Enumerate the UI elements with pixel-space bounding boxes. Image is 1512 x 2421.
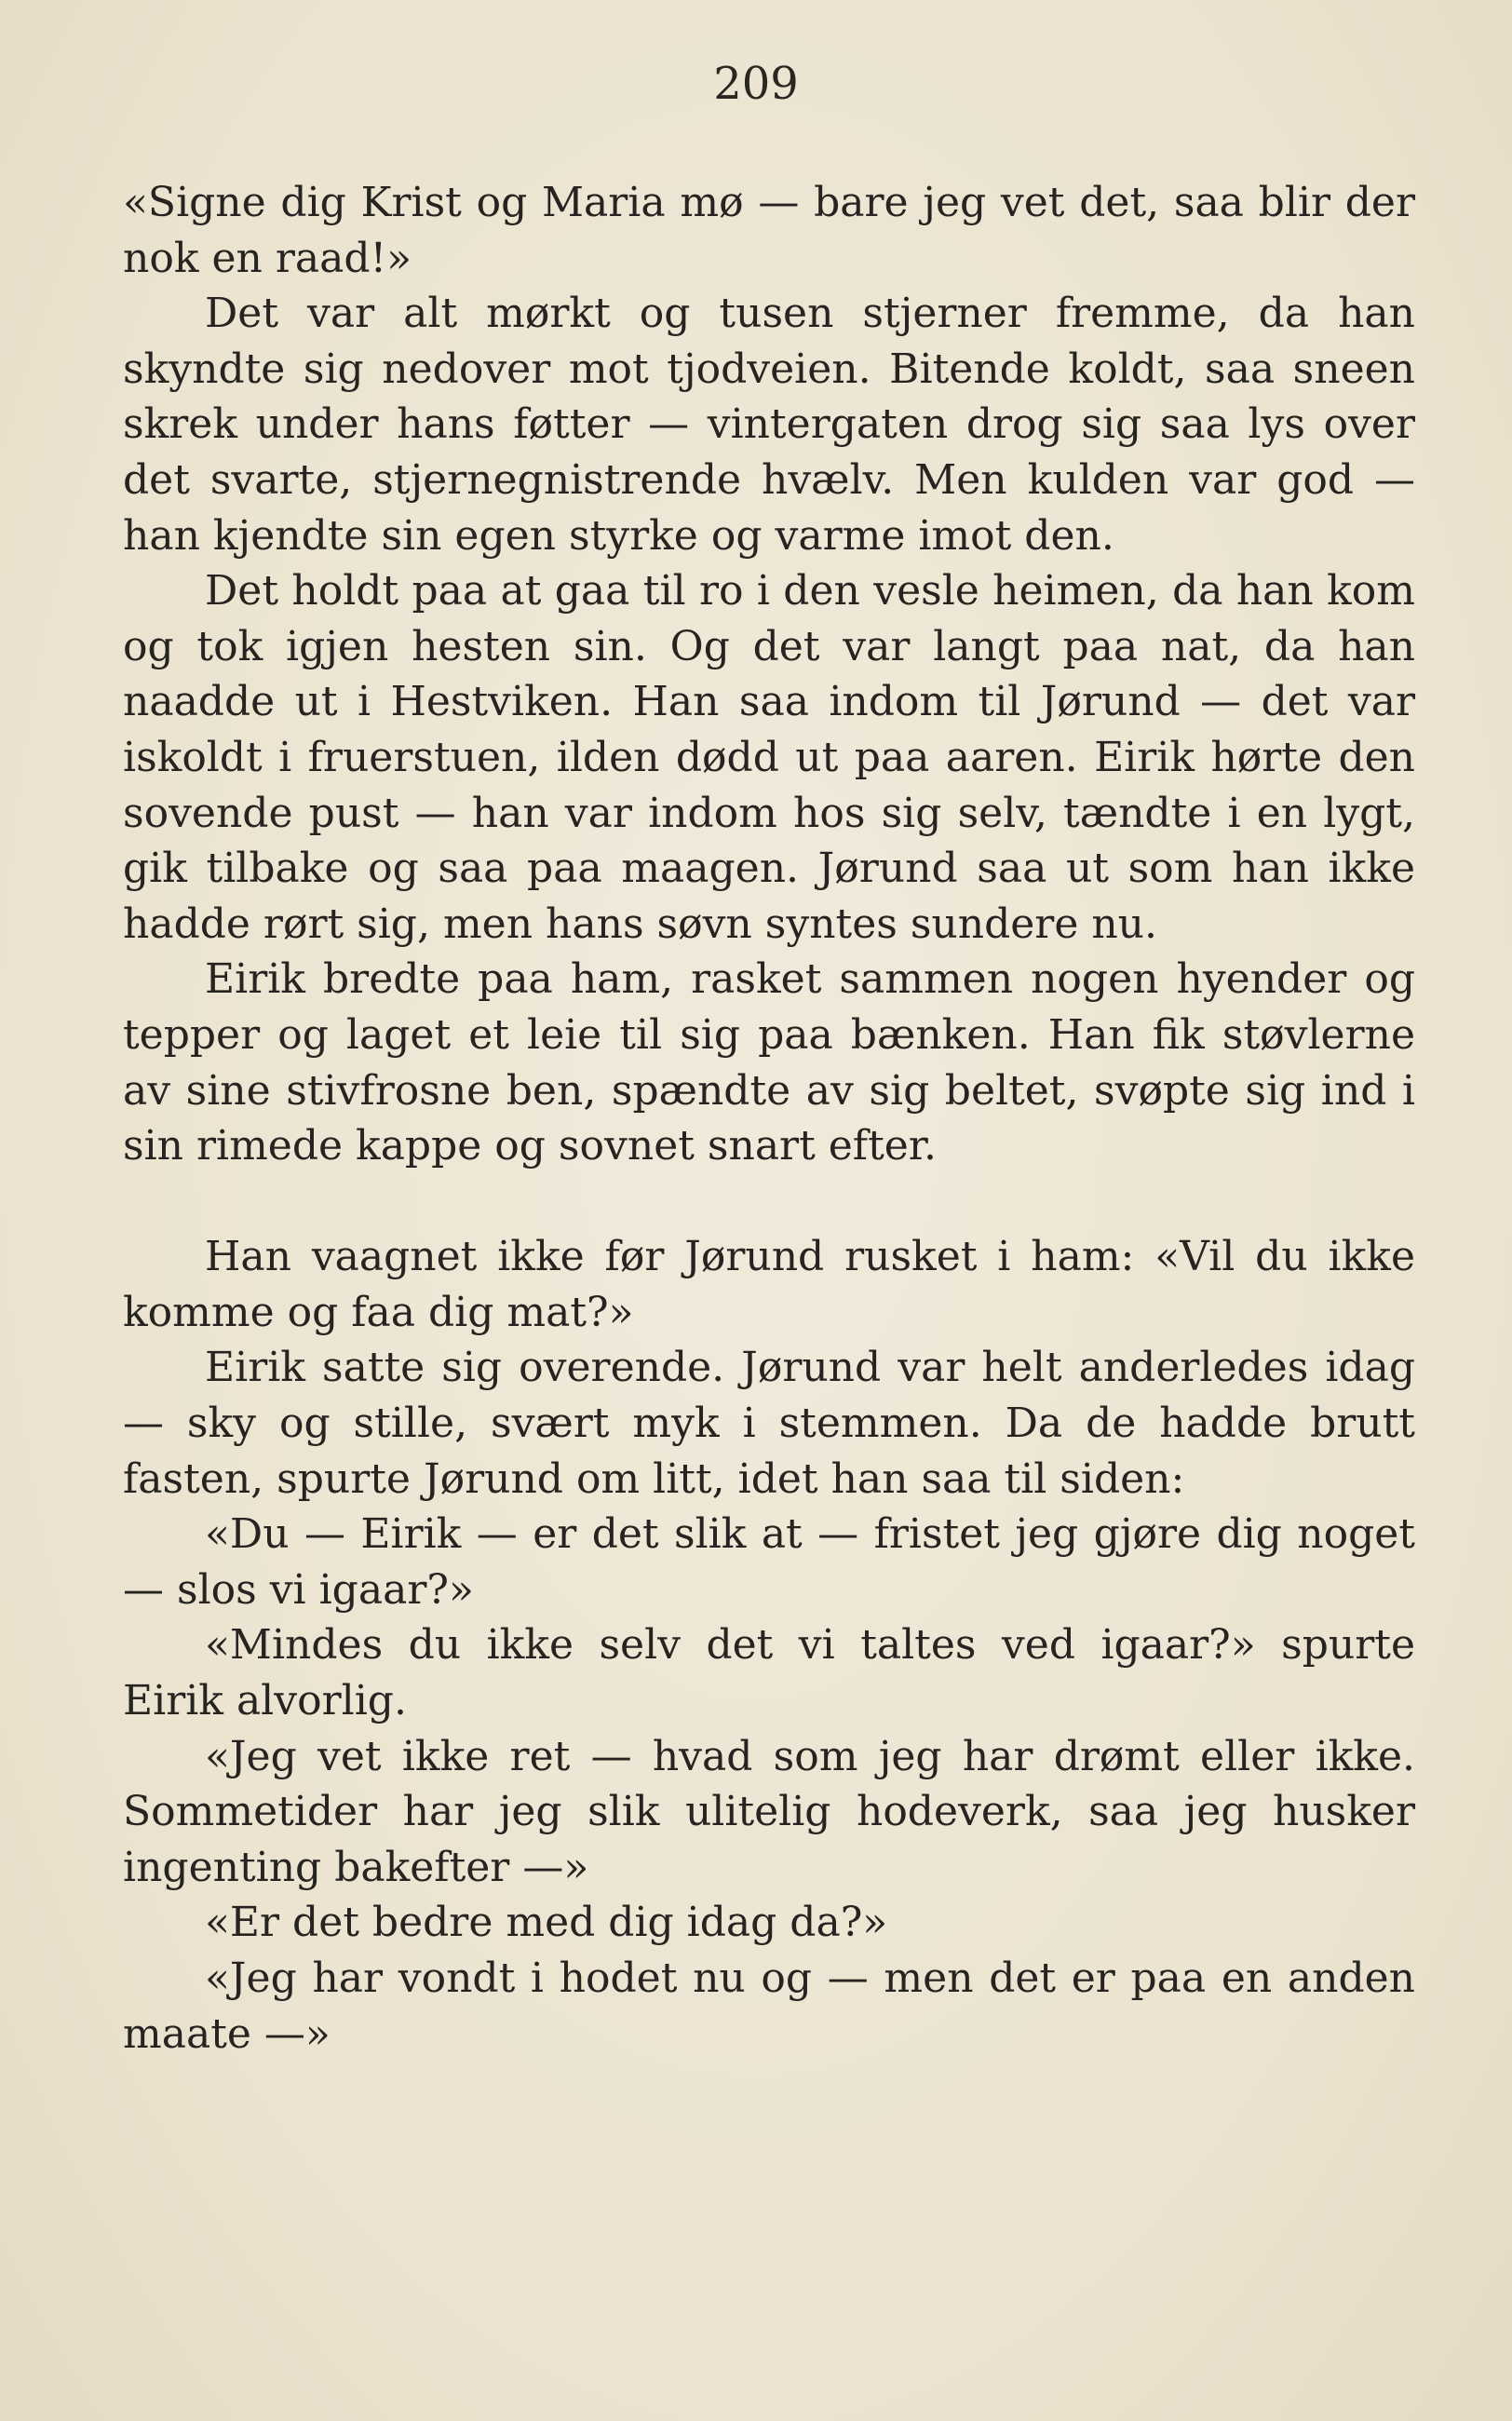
paragraph: «Du — Eirik — er det slik at — fristet jeg gjøre dig noget — slos vi igaar?» xyxy=(123,1510,1415,1614)
paragraph: «Mindes du ikke selv det vi taltes ved igaar?» spurte Eirik alvorlig. xyxy=(123,1621,1415,1725)
paragraph: Eirik satte sig overende. Jørund var helt anderledes idag — sky og stille, svært myk i stemmen. Da de hadde brutt fasten, spurte Jørund om litt, idet han saa til siden: xyxy=(123,1344,1415,1503)
page-number: 209 xyxy=(713,58,799,110)
paragraph: «Jeg har vondt i hodet nu og — men det er paa en anden maate —» xyxy=(123,1954,1415,2058)
paragraph: Eirik bredte paa ham, rasket sammen nogen hyender og tepper og laget et leie til sig paa bænken. Han fik støvlerne av sine stivfrosne ben, spændte av sig beltet, svøpte sig ind i sin rimede kappe og sovnet snart efter. xyxy=(123,955,1415,1170)
paragraph: Det holdt paa at gaa til ro i den vesle heimen, da han kom og tok igjen hesten sin. Og det var langt paa nat, da han naadde ut i Hestviken. Han saa indom til Jørund — det var iskoldt i fruerstuen, ilden dødd ut paa aaren. Eirik hørte den sovende pust — han var indom hos sig selv, tændte i en lygt, gik tilbake og saa paa maagen. Jørund saa ut som han ikke hadde rørt sig, men hans søvn syntes sundere nu. xyxy=(123,567,1415,948)
paragraph: «Er det bedre med dig idag da?» xyxy=(205,1899,888,1947)
paragraph: Han vaagnet ikke før Jørund rusket i ham: «Vil du ikke komme og faa dig mat?» xyxy=(123,1233,1415,1336)
paragraph: «Signe dig Krist og Maria mø — bare jeg vet det, saa blir der nok en raad!» xyxy=(123,179,1415,282)
body-text xyxy=(123,175,1415,2062)
section-break xyxy=(123,1174,1415,1230)
paragraph: «Jeg vet ikke ret — hvad som jeg har drømt eller ikke. Sommetider har jeg slik ulitelig hodeverk, saa jeg husker ingenting bakefter —» xyxy=(123,1732,1415,1891)
paragraph: Det var alt mørkt og tusen stjerner fremme, da han skyndte sig nedover mot tjodveien. Bitende koldt, saa sneen skrek under hans føtter — vintergaten drog sig saa lys over det svarte, stjernegnistrende hvælv. Men kulden var god — han kjendte sin egen styrke og varme imot den. xyxy=(123,290,1415,560)
